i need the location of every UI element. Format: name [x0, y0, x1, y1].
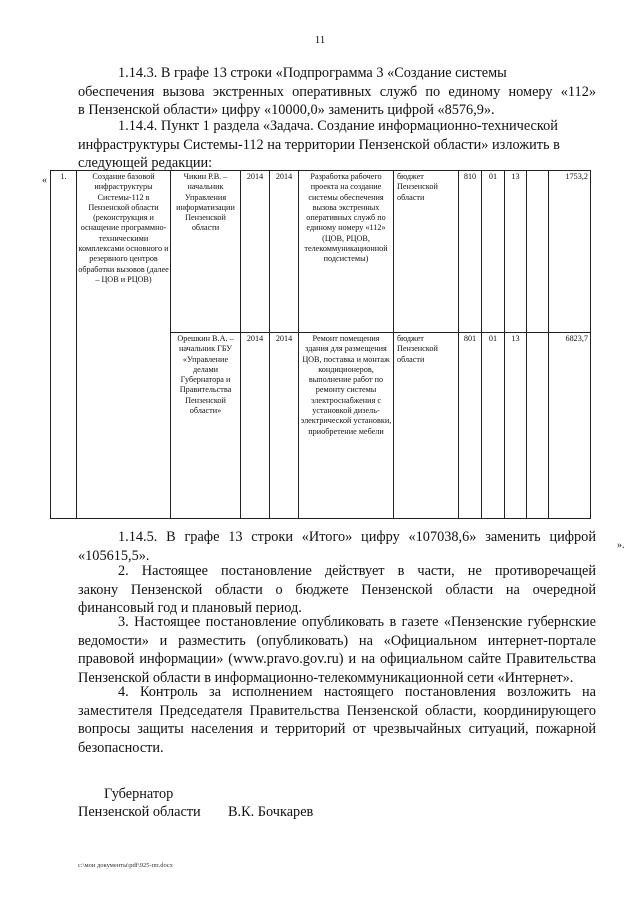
signature-title: Губернатор	[104, 786, 174, 802]
cell-code-2: 01	[482, 171, 505, 333]
text-line: следующей редакции:	[78, 155, 213, 171]
text-line: ведомости» и разместить (опубликовать) на «Официальном интернет-портале	[78, 632, 596, 649]
text-line: 3. Настоящее постановление опубликовать в газете «Пензенские губернские	[118, 614, 596, 630]
text-line: безопасности.	[78, 739, 164, 756]
page-number: 11	[314, 34, 326, 46]
text-line: заместителя Председателя Правительства Пензенской области, координирующего	[78, 702, 596, 719]
closing-quote: ».	[617, 540, 625, 551]
cell-year-start: 2014	[241, 171, 270, 333]
cell-year-end: 2014	[270, 333, 299, 519]
paragraph-1-14-4	[78, 117, 596, 173]
cell-code-1: 810	[459, 171, 482, 333]
cell-code-1: 801	[459, 333, 482, 519]
signature-region: Пензенской области	[78, 804, 201, 820]
paragraph-2	[78, 562, 596, 618]
cell-amount: 1753,2	[549, 171, 591, 333]
text-line: Пензенской области в информационно-телекоммуникационной сети «Интернет».	[78, 669, 574, 686]
paragraph-4	[78, 683, 596, 757]
cell-amount: 6823,7	[549, 333, 591, 519]
paragraph-1-14-3	[78, 64, 596, 120]
opening-quote: «	[42, 175, 47, 186]
cell-source: бюджет Пензенской области	[394, 171, 459, 333]
text-line: закону Пензенской области о бюджете Пензенской области на очередной	[78, 581, 596, 598]
text-line: обеспечения вызова экстренных оперативных служб по единому номеру «112»	[78, 83, 596, 100]
text-line: 1.14.3. В графе 13 строки «Подпрограмма 3 «Создание системы	[118, 65, 507, 81]
signature-name: В.К. Бочкарев	[228, 804, 314, 820]
text-line: «105615,5».	[78, 547, 150, 564]
text-line: 4. Контроль за исполнением настоящего постановления возложить на	[118, 684, 596, 700]
footer-file-path: c:\мои документы\pdf\925-пп.docx	[78, 862, 173, 869]
cell-blank	[527, 171, 549, 333]
cell-blank	[527, 333, 549, 519]
text-line: 1.14.4. Пункт 1 раздела «Задача. Создание информационно-технической	[118, 118, 558, 134]
cell-responsible: Орешкин В.А. – начальник ГБУ «Управление делами Губернатора и Правительства Пензенской области»	[171, 333, 241, 519]
text-line: правовой информации» (www.pravo.gov.ru) и на официальном сайте Правительства	[78, 651, 596, 667]
text-line: 1.14.5. В графе 13 строки «Итого» цифру «107038,6» заменить цифрой	[118, 529, 596, 545]
text-line: финансовый год и плановый период.	[78, 600, 302, 616]
text-line: 2. Настоящее постановление действует в части, не противоречащей	[118, 563, 596, 579]
cell-year-start: 2014	[241, 333, 270, 519]
cell-source: бюджет Пензенской области	[394, 333, 459, 519]
cell-row-number: 1.	[51, 171, 77, 519]
table-row	[51, 171, 591, 333]
text-line: в Пензенской области» цифру «10000,0» заменить цифрой «8576,9».	[78, 102, 495, 118]
program-table	[50, 170, 591, 519]
text-line: вопросы защиты населения и территорий от чрезвычайных ситуаций, пожарной	[78, 721, 596, 737]
cell-activity: Разработка рабочего проекта на создание системы обеспечения вызова экстренных оперативных служб по единому номеру «112» (ЦОВ, РЦОВ, телекоммуникационной подсистемы)	[299, 171, 394, 333]
cell-code-3: 13	[505, 171, 527, 333]
paragraph-1-14-5	[78, 528, 596, 565]
cell-year-end: 2014	[270, 171, 299, 333]
cell-responsible: Чикин Р.В. – начальник Управления информатизации Пензенской области	[171, 171, 241, 333]
cell-code-3: 13	[505, 333, 527, 519]
cell-code-2: 01	[482, 333, 505, 519]
cell-measure: Создание базовой инфраструктуры Системы-112 в Пензенской области (реконструкция и оснащение программно-техническими комплексами основного и резервного центров обработки вызовов (далее – ЦОВ и РЦОВ)	[77, 171, 171, 519]
text-line: инфраструктуры Системы-112 на территории Пензенской области» изложить в	[78, 136, 560, 153]
paragraph-3	[78, 613, 596, 687]
cell-activity: Ремонт помещения здания для размещения ЦОВ, поставка и монтаж кондиционеров, выполнение работ по ремонту системы электроснабжения с установкой дизель-электрической установки, приобретение мебели	[299, 333, 394, 519]
